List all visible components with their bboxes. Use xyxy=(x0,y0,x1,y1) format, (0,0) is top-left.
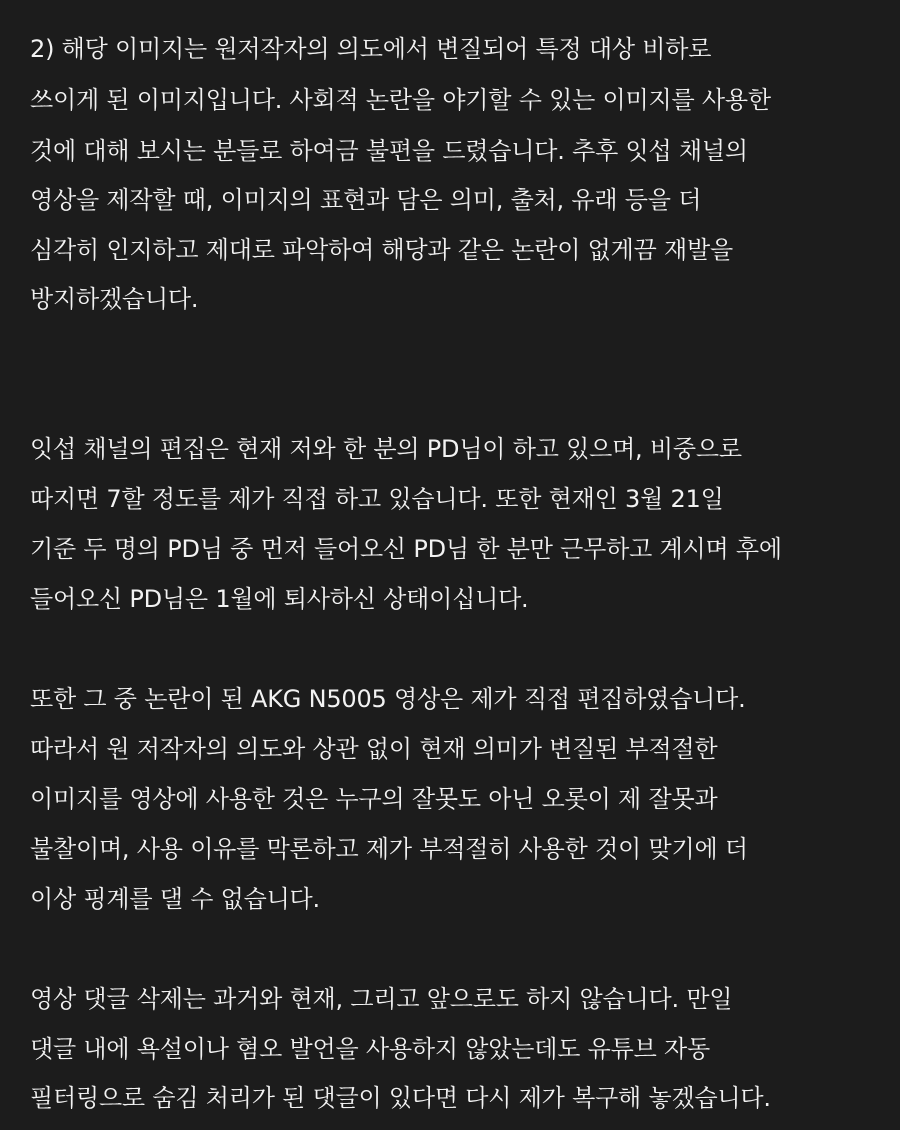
text-line: 것에 대해 보시는 분들로 하여금 불편을 드렸습니다. 추후 잇섭 채널의 xyxy=(30,137,748,165)
text-line: 영상을 제작할 때, 이미지의 표현과 담은 의미, 출처, 유래 등을 더 xyxy=(30,186,702,214)
text-line: 기준 두 명의 PD님 중 먼저 들어오신 PD님 한 분만 근무하고 계시며 후에 xyxy=(30,535,782,563)
text-line: 쓰이게 된 이미지입니다. 사회적 논란을 야기할 수 있는 이미지를 사용한 xyxy=(30,86,771,114)
text-line: 2) 해당 이미지는 원저작자의 의도에서 변질되어 특정 대상 비하로 xyxy=(30,35,712,63)
text-line: 필터링으로 숨김 처리가 된 댓글이 있다면 다시 제가 복구해 놓겠습니다. xyxy=(30,1084,771,1112)
text-line: 따지면 7할 정도를 제가 직접 하고 있습니다. 또한 현재인 3월 21일 xyxy=(30,485,724,513)
text-line: 이상 핑계를 댈 수 없습니다. xyxy=(30,885,320,913)
text-line: 심각히 인지하고 제대로 파악하여 해당과 같은 논란이 없게끔 재발을 xyxy=(30,236,733,264)
text-line: 불찰이며, 사용 이유를 막론하고 제가 부적절히 사용한 것이 맞기에 더 xyxy=(30,835,748,863)
text-line: 들어오신 PD님은 1월에 퇴사하신 상태이십니다. xyxy=(30,585,529,613)
text-line: 이미지를 영상에 사용한 것은 누구의 잘못도 아닌 오롯이 제 잘못과 xyxy=(30,785,718,813)
text-line: 방지하겠습니다. xyxy=(30,285,199,313)
text-line: 또한 그 중 논란이 된 AKG N5005 영상은 제가 직접 편집하였습니다. xyxy=(30,685,746,713)
text-line: 따라서 원 저작자의 의도와 상관 없이 현재 의미가 변질된 부적절한 xyxy=(30,735,718,763)
text-line: 영상 댓글 삭제는 과거와 현재, 그리고 앞으로도 하지 않습니다. 만일 xyxy=(30,985,733,1013)
text-line: 댓글 내에 욕설이나 혐오 발언을 사용하지 않았는데도 유튜브 자동 xyxy=(30,1035,710,1063)
text-line: 잇섭 채널의 편집은 현재 저와 한 분의 PD님이 하고 있으며, 비중으로 xyxy=(30,435,742,463)
